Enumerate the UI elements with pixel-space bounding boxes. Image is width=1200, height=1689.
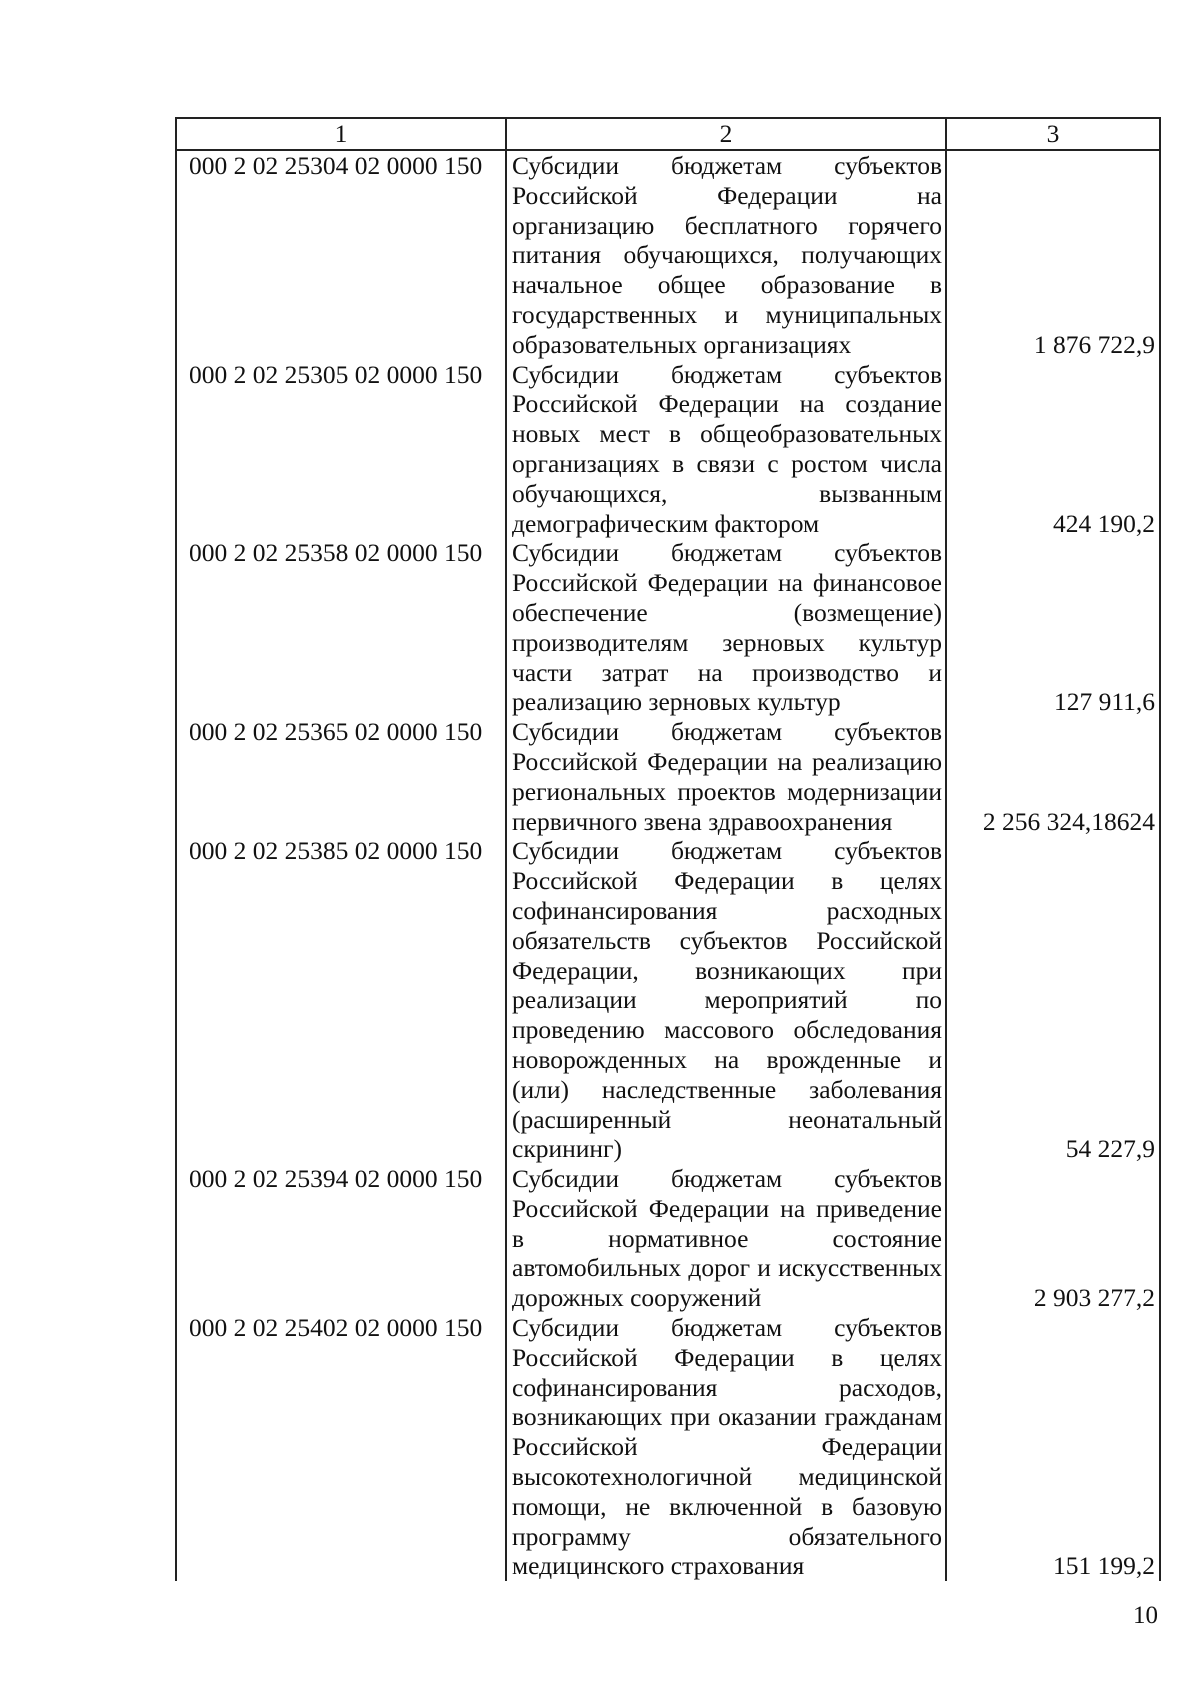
table-row	[176, 1164, 1160, 1313]
revenue-name-cell: Субсидии бюджетам субъектов Российской Федерации на финансовое обеспечение (возмещение) производителям зерновых культур части затрат на производство и реализацию зерновых культур	[506, 538, 946, 717]
budget-code-cell: 000 2 02 25365 02 0000 150	[176, 717, 506, 836]
table-row	[176, 150, 1160, 360]
revenue-name-cell: Субсидии бюджетам субъектов Российской Федерации на организацию бесплатного горячего питания обучающихся, получающих начальное общее образование в государственных и муниципальных образовательных организациях	[506, 150, 946, 360]
column-header-1: 1	[176, 118, 506, 150]
revenue-name-cell: Субсидии бюджетам субъектов Российской Федерации в целях софинансирования расходов, возникающих при оказании гражданам Российской Федерации высокотехнологичной медицинской помощи, не включенной в базовую программу обязательного медицинского страхования	[506, 1313, 946, 1581]
amount-cell: 1 876 722,9	[946, 150, 1160, 360]
table-row	[176, 360, 1160, 539]
revenue-name-cell: Субсидии бюджетам субъектов Российской Федерации на приведение в нормативное состояние автомобильных дорог и искусственных дорожных сооружений	[506, 1164, 946, 1313]
amount-cell: 2 903 277,2	[946, 1164, 1160, 1313]
budget-code-cell: 000 2 02 25358 02 0000 150	[176, 538, 506, 717]
table-row	[176, 538, 1160, 717]
amount-cell: 151 199,2	[946, 1313, 1160, 1581]
amount-cell: 54 227,9	[946, 836, 1160, 1164]
budget-code-cell: 000 2 02 25402 02 0000 150	[176, 1313, 506, 1581]
table-row	[176, 836, 1160, 1164]
page-number: 10	[1133, 1602, 1158, 1629]
table-row	[176, 717, 1160, 836]
amount-cell: 127 911,6	[946, 538, 1160, 717]
amount-cell: 424 190,2	[946, 360, 1160, 539]
amount-cell: 2 256 324,18624	[946, 717, 1160, 836]
budget-code-cell: 000 2 02 25305 02 0000 150	[176, 360, 506, 539]
column-header-3: 3	[946, 118, 1160, 150]
budget-code-cell: 000 2 02 25385 02 0000 150	[176, 836, 506, 1164]
budget-revenue-table	[175, 117, 1161, 1581]
table-row	[176, 1313, 1160, 1581]
budget-code-cell: 000 2 02 25394 02 0000 150	[176, 1164, 506, 1313]
budget-code-cell: 000 2 02 25304 02 0000 150	[176, 150, 506, 360]
revenue-name-cell: Субсидии бюджетам субъектов Российской Федерации на реализацию региональных проектов модернизации первичного звена здравоохранения	[506, 717, 946, 836]
revenue-name-cell: Субсидии бюджетам субъектов Российской Федерации на создание новых мест в общеобразовательных организациях в связи с ростом числа обучающихся, вызванным демографическим фактором	[506, 360, 946, 539]
revenue-name-cell: Субсидии бюджетам субъектов Российской Федерации в целях софинансирования расходных обязательств субъектов Российской Федерации, возникающих при реализации мероприятий по проведению массового обследования новорожденных на врожденные и (или) наследственные заболевания (расширенный неонатальный скрининг)	[506, 836, 946, 1164]
table-header-row	[176, 118, 1160, 150]
column-header-2: 2	[506, 118, 946, 150]
